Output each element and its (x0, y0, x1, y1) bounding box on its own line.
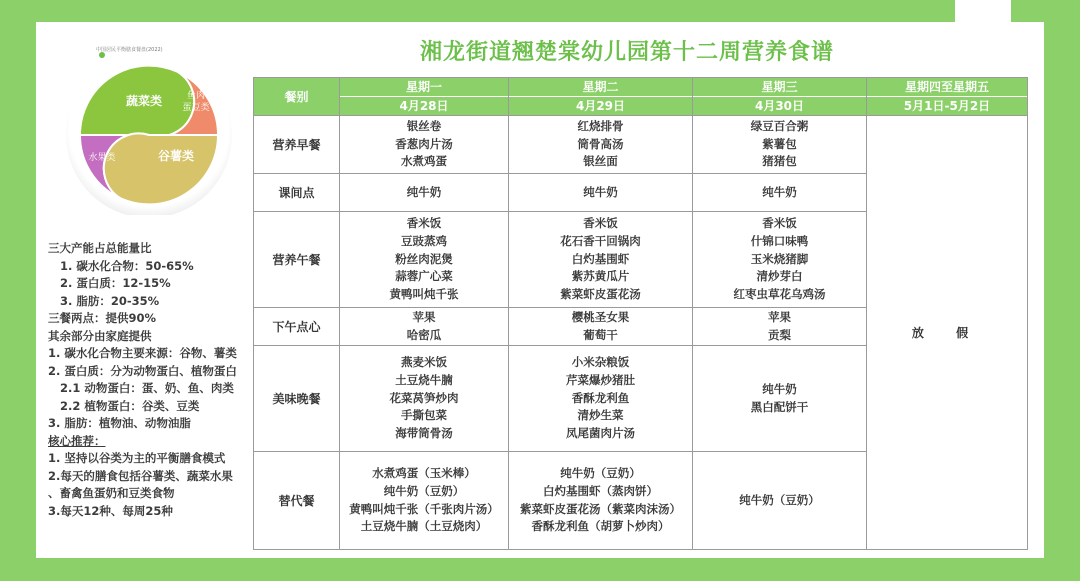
day-name: 星期二 (509, 78, 692, 97)
dish-item: 燕麦米饭 (401, 355, 447, 369)
dish-item: 哈密瓜 (406, 327, 442, 342)
note-line: 、畜禽鱼蛋奶和豆类食物 (48, 486, 175, 500)
note-line: 2.1 动物蛋白：蛋、奶、鱼、肉类 (60, 381, 234, 395)
dish-item: 清炒生菜 (577, 408, 624, 423)
nutrition-notes (48, 240, 258, 520)
day-name: 星期四至星期五 (867, 78, 1027, 97)
menu-cell (509, 452, 693, 550)
menu-cell (693, 346, 867, 452)
meal-label: 下午点心 (254, 308, 340, 346)
dish-item: 黄鸭叫炖千张 (389, 287, 459, 302)
dish-item: 蒜蓉广心菜 (395, 269, 453, 284)
plate-label-fish-line1: 鱼肉 (186, 91, 206, 101)
dish-item: 红烧排骨 (577, 118, 624, 133)
dish-item: 香酥龙利鱼 (571, 390, 630, 405)
dish-item: 猪猪包 (762, 154, 797, 169)
note-line: 3. 脂肪：植物油、动物油脂 (48, 416, 191, 430)
dish-item: 香米饭 (406, 216, 442, 230)
day-date: 4月30日 (754, 99, 805, 113)
dish-item: 黄鸭叫炖千张（千张肉片汤） (349, 501, 499, 516)
dish-item: 花石香干回锅肉 (560, 233, 641, 248)
dish-item: 纯牛奶（豆奶） (739, 492, 820, 507)
note-line: 2.2 植物蛋白：谷类、豆类 (60, 398, 200, 413)
note-line: 3.每天12种、每周25种 (48, 503, 173, 518)
menu-cell (509, 346, 693, 452)
meal-label: 替代餐 (254, 452, 340, 550)
dish-item: 纯牛奶（豆奶） (383, 483, 465, 498)
menu-cell (693, 116, 867, 174)
dish-item: 海带筒骨汤 (395, 426, 453, 441)
menu-cell (340, 174, 509, 212)
day-header-wed (693, 78, 867, 116)
menu-cell (340, 452, 509, 550)
dish-item: 红枣虫草花乌鸡汤 (733, 287, 826, 302)
menu-cell (509, 174, 693, 212)
note-line: 1. 碳水化合物：50-65% (60, 258, 194, 273)
dish-item: 纯牛奶（豆奶） (560, 465, 641, 480)
day-header-tue (509, 78, 693, 116)
dish-item: 什锦口味鸭 (750, 233, 809, 248)
note-line: 2. 蛋白质：分为动物蛋白、植物蛋白 (48, 363, 237, 378)
menu-cell (340, 116, 509, 174)
dish-item: 银丝卷 (406, 118, 442, 133)
menu-cell (509, 212, 693, 308)
dish-item: 贡梨 (768, 327, 791, 342)
day-date: 4月28日 (399, 99, 449, 113)
dish-item: 清炒芽白 (756, 269, 803, 284)
dish-item: 玉米烧猪脚 (750, 251, 809, 266)
day-name: 星期三 (693, 78, 866, 97)
meal-label: 营养早餐 (254, 116, 340, 174)
menu-cell (693, 308, 867, 346)
menu-row-breakfast (254, 116, 1028, 174)
note-line: 三餐两点：提供90% (48, 311, 157, 325)
meal-label: 美味晚餐 (254, 346, 340, 452)
dish-item: 豆豉蒸鸡 (401, 233, 447, 248)
dish-item: 紫苏黄瓜片 (571, 269, 630, 284)
menu-cell (693, 174, 867, 212)
plate-label-fruit: 水果类 (88, 153, 116, 163)
dish-item: 手撕包菜 (401, 408, 447, 423)
weekly-menu-table (253, 77, 1028, 550)
dish-item: 苹果 (412, 309, 436, 324)
dish-item: 黑白配饼干 (750, 399, 809, 414)
dish-item: 纯牛奶 (406, 184, 442, 199)
meal-label: 营养午餐 (254, 212, 340, 308)
meal-label: 课间点 (254, 174, 340, 212)
dish-item: 白灼基围虾 (571, 251, 630, 266)
page-title: 湘龙街道翘楚棠幼儿园第十二周营养食谱 (420, 40, 835, 65)
day-date: 5月1日-5月2日 (903, 99, 991, 113)
menu-cell (340, 346, 509, 452)
dish-item: 苹果 (768, 309, 791, 324)
menu-cell (509, 116, 693, 174)
plate-caption: 中国居民平衡膳食餐盘(2022) (96, 47, 163, 53)
dish-item: 紫菜虾皮蛋花汤 (560, 287, 641, 302)
dish-item: 纯牛奶 (762, 184, 797, 199)
dish-item: 小米杂粮饭 (571, 355, 630, 369)
day-header-mon (340, 78, 509, 116)
dish-item: 香米饭 (762, 216, 797, 230)
dish-item: 纯牛奶 (762, 381, 797, 396)
dish-item: 纯牛奶 (583, 184, 618, 199)
dish-item: 土豆烧牛腩 (395, 372, 453, 387)
day-header-thu-fri (867, 78, 1028, 116)
dish-item: 樱桃圣女果 (571, 309, 630, 324)
menu-cell (340, 212, 509, 308)
dish-item: 香酥龙利鱼（胡萝卜炒肉） (531, 519, 670, 534)
plate-label-grain: 谷薯类 (157, 149, 195, 163)
note-line: 其余部分由家庭提供 (48, 328, 152, 343)
note-line: 1. 碳水化合物主要来源：谷物、薯类 (48, 346, 237, 360)
dish-item: 绿豆百合粥 (750, 118, 809, 133)
dish-item: 土豆烧牛腩（土豆烧肉） (360, 519, 488, 534)
dish-item: 粉丝肉泥煲 (395, 251, 453, 266)
dish-item: 紫菜虾皮蛋花汤（紫菜肉沫汤） (520, 501, 681, 516)
dish-item: 紫薯包 (762, 136, 797, 151)
menu-cell (693, 452, 867, 550)
dish-item: 香葱肉片汤 (395, 136, 453, 151)
note-line: 2.每天的膳食包括谷薯类、蔬菜水果 (48, 468, 233, 483)
meal-column-header: 餐别 (254, 78, 340, 116)
dish-item: 白灼基围虾（蒸肉饼） (543, 483, 658, 498)
top-accent (955, 0, 1011, 22)
dish-item: 筒骨高汤 (577, 136, 624, 151)
menu-cell (340, 308, 509, 346)
menu-cell (693, 212, 867, 308)
dish-item: 水煮鸡蛋 (401, 154, 447, 169)
dish-item: 银丝面 (583, 154, 618, 169)
note-line: 1. 坚持以谷类为主的平衡膳食模式 (48, 451, 226, 465)
note-line: 三大产能占总能量比 (48, 241, 152, 255)
plate-label-fish-line2: 蛋豆类 (182, 103, 210, 113)
holiday-cell: 放 假 (867, 116, 1028, 550)
balanced-diet-plate (64, 45, 234, 215)
note-line: 核心推荐： (48, 433, 106, 448)
day-name: 星期一 (340, 78, 508, 97)
dish-item: 葡萄干 (583, 327, 618, 342)
dish-item: 花菜莴笋炒肉 (389, 390, 459, 405)
note-line: 3. 脂肪：20-35% (60, 293, 160, 308)
note-line: 2. 蛋白质：12-15% (60, 276, 171, 290)
dish-item: 凤尾菌肉片汤 (566, 426, 635, 441)
dish-item: 香米饭 (583, 216, 618, 230)
day-date: 4月29日 (575, 99, 626, 113)
dish-item: 水煮鸡蛋（玉米棒） (372, 465, 476, 480)
dish-item: 芹菜爆炒猪肚 (566, 372, 635, 387)
plate-label-vegetables: 蔬菜类 (125, 94, 163, 108)
menu-cell (509, 308, 693, 346)
